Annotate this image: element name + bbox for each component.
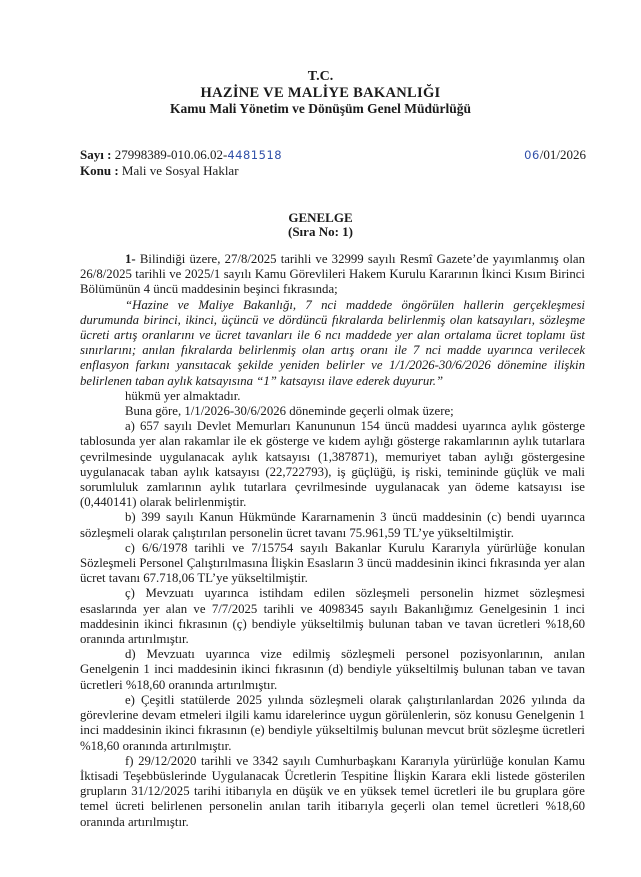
document-title: GENELGE [288,210,353,225]
konu-label: Konu [80,163,112,178]
item-d: d) Mevzuatı uyarınca vize edilmiş sözleşmeli personel pozisyonlarının, anılan Genelgenin 1 inci maddesinin ikinci fıkrasının (d) bendiyle yükseltilmiş bulunan taban ve tavan ücretleri %18,60 oranında artırılmıştır. [80,647,585,692]
item-e: e) Çeşitli statülerde 2025 yılında sözleşmeli olarak çalıştırılanlardan 2026 yılında da görevlerine devam etmeleri ilgili kamu idarelerince uygun görülenlerin, söz konusu Genelgenin 1 inci maddesinin ikinci fıkrasının (e) bendiyle yükseltilmiş bulunan mevcut brüt sözleşme ücretleri %18,60 oranında artırılmıştır. [80,692,585,753]
buna-gore-line: Buna göre, 1/1/2026-30/6/2026 döneminde geçerli olmak üzere; [125,404,454,419]
document-sequence-number: (Sıra No: 1) [288,224,353,239]
date-handwritten-day: 06 [524,148,540,162]
sayi-label: Sayı [80,147,104,162]
sayi-value: 27998389-010.06.02- [114,147,228,162]
item-c-cedilla: ç) Mevzuatı uyarınca istihdam edilen sözleşmeli personelin hizmet sözleşmesi esaslarında yer alan ve 7/7/2025 tarihli ve 4098345 sayılı Bakanlığımız Genelgesinin 1 inci maddesinin ikinci fıkrasının (ç) bendiyle yükseltilmiş bulunan taban ve tavan ücretleri %18,60 oranında artırılmıştır. [80,586,585,647]
paragraph-1-number: 1- [125,252,136,266]
item-c: c) 6/6/1978 tarihli ve 7/15754 sayılı Bakanlar Kurulu Kararıyla yürürlüğe konulan Sözleşmeli Personel Çalıştırılmasına İlişkin Esasların 3 üncü maddesinin ikinci fıkrasında yer alan ücret tavanı 67.718,06 TL’ye yükseltilmiştir. [80,540,585,586]
header-ministry: HAZİNE VE MALİYE BAKANLIĞI [200,85,441,101]
reference-number-line [80,147,282,163]
hukmu-line: hükmü yer almaktadır. [125,388,241,403]
document-date [524,147,586,163]
paragraph-1 [80,252,585,298]
sayi-handwritten-number: 4481518 [227,148,283,162]
konu-separator: : [111,163,122,178]
header-country: T.C. [307,69,334,84]
paragraph-1-text: Bilindiği üzere, 27/8/2025 tarihli ve 32999 sayılı Resmî Gazete’de yayımlanmış olan 26/8/2025 tarihli ve 2025/1 sayılı Kamu Görevlileri Hakem Kurulu Kararının İkinci Kısım Birinci Bölümünün 4 üncü maddesinin beşinci fıkrasında; [80,252,585,297]
sayi-separator: : [103,147,115,162]
item-b: b) 399 sayılı Kanun Hükmünde Kararnamenin 3 üncü maddesinin (c) bendi uyarınca sözleşmeli olarak çalıştırılan personelin ücret tavanı 75.961,59 TL’ye yükseltilmiştir. [80,510,585,540]
date-month-year: /01/2026 [539,147,586,162]
quoted-provision: “Hazine ve Maliye Bakanlığı, 7 nci maddede öngörülen hallerin gerçekleşmesi durumunda birinci, ikinci, üçüncü ve dördüncü fıkralarda belirlenmiş olan katsayıları, sözleşme ücreti artış oranlarını ve ücret tavanları ile 6 ncı maddede yer alan ortalama ücret toplamı üst sınırlarını; anılan fıkralarda belirlenmiş olan artış oranı ile 7 nci madde uyarınca verilecek enflasyon farkını yansıtacak şekilde yeniden belirler ve 1/1/2026-30/6/2026 dönemine ilişkin belirlenen taban aylık katsayısına “1” katsayısı ilave ederek duyurur.” [80,297,585,388]
header-department: Kamu Mali Yönetim ve Dönüşüm Genel Müdürlüğü [169,101,472,116]
konu-value: Mali ve Sosyal Haklar [121,163,239,178]
subject-line [80,163,239,179]
document-body [80,252,585,830]
item-f: f) 29/12/2020 tarihli ve 3342 sayılı Cumhurbaşkanı Kararıyla yürürlüğe konulan Kamu İktisadi Teşebbüslerinde Uygulanacak Ücretlerin Tespitine İlişkin Karara ekli listede gösterilen grupların 31/12/2025 tarihi itibarıyla en düşük ve en yüksek temel ücretleri ile bu gruplara göre temel ücreti belirlenen personelin anılan tarih itibarıyla geçerli olan temel ücretleri %18,60 oranında artırılmıştır. [80,753,585,829]
item-a: a) 657 sayılı Devlet Memurları Kanununun 154 üncü maddesi uyarınca aylık gösterge tablosunda yer alan rakamlar ile ek gösterge ve kıdem aylığı gösterge rakamlarının aylık tutarlara çevrilmesinde uygulanacak aylık katsayısı (1,387871), memuriyet taban aylığı göstergesine uygulanacak taban aylık katsayısı (22,722793), iş güçlüğü, iş riski, temininde güçlük ve mali sorumluluk zamlarının aylık tutarlara çevrilmesinde uygulanacak yan ödeme katsayısı ise (0,440141) olarak belirlenmiştir. [80,419,585,510]
